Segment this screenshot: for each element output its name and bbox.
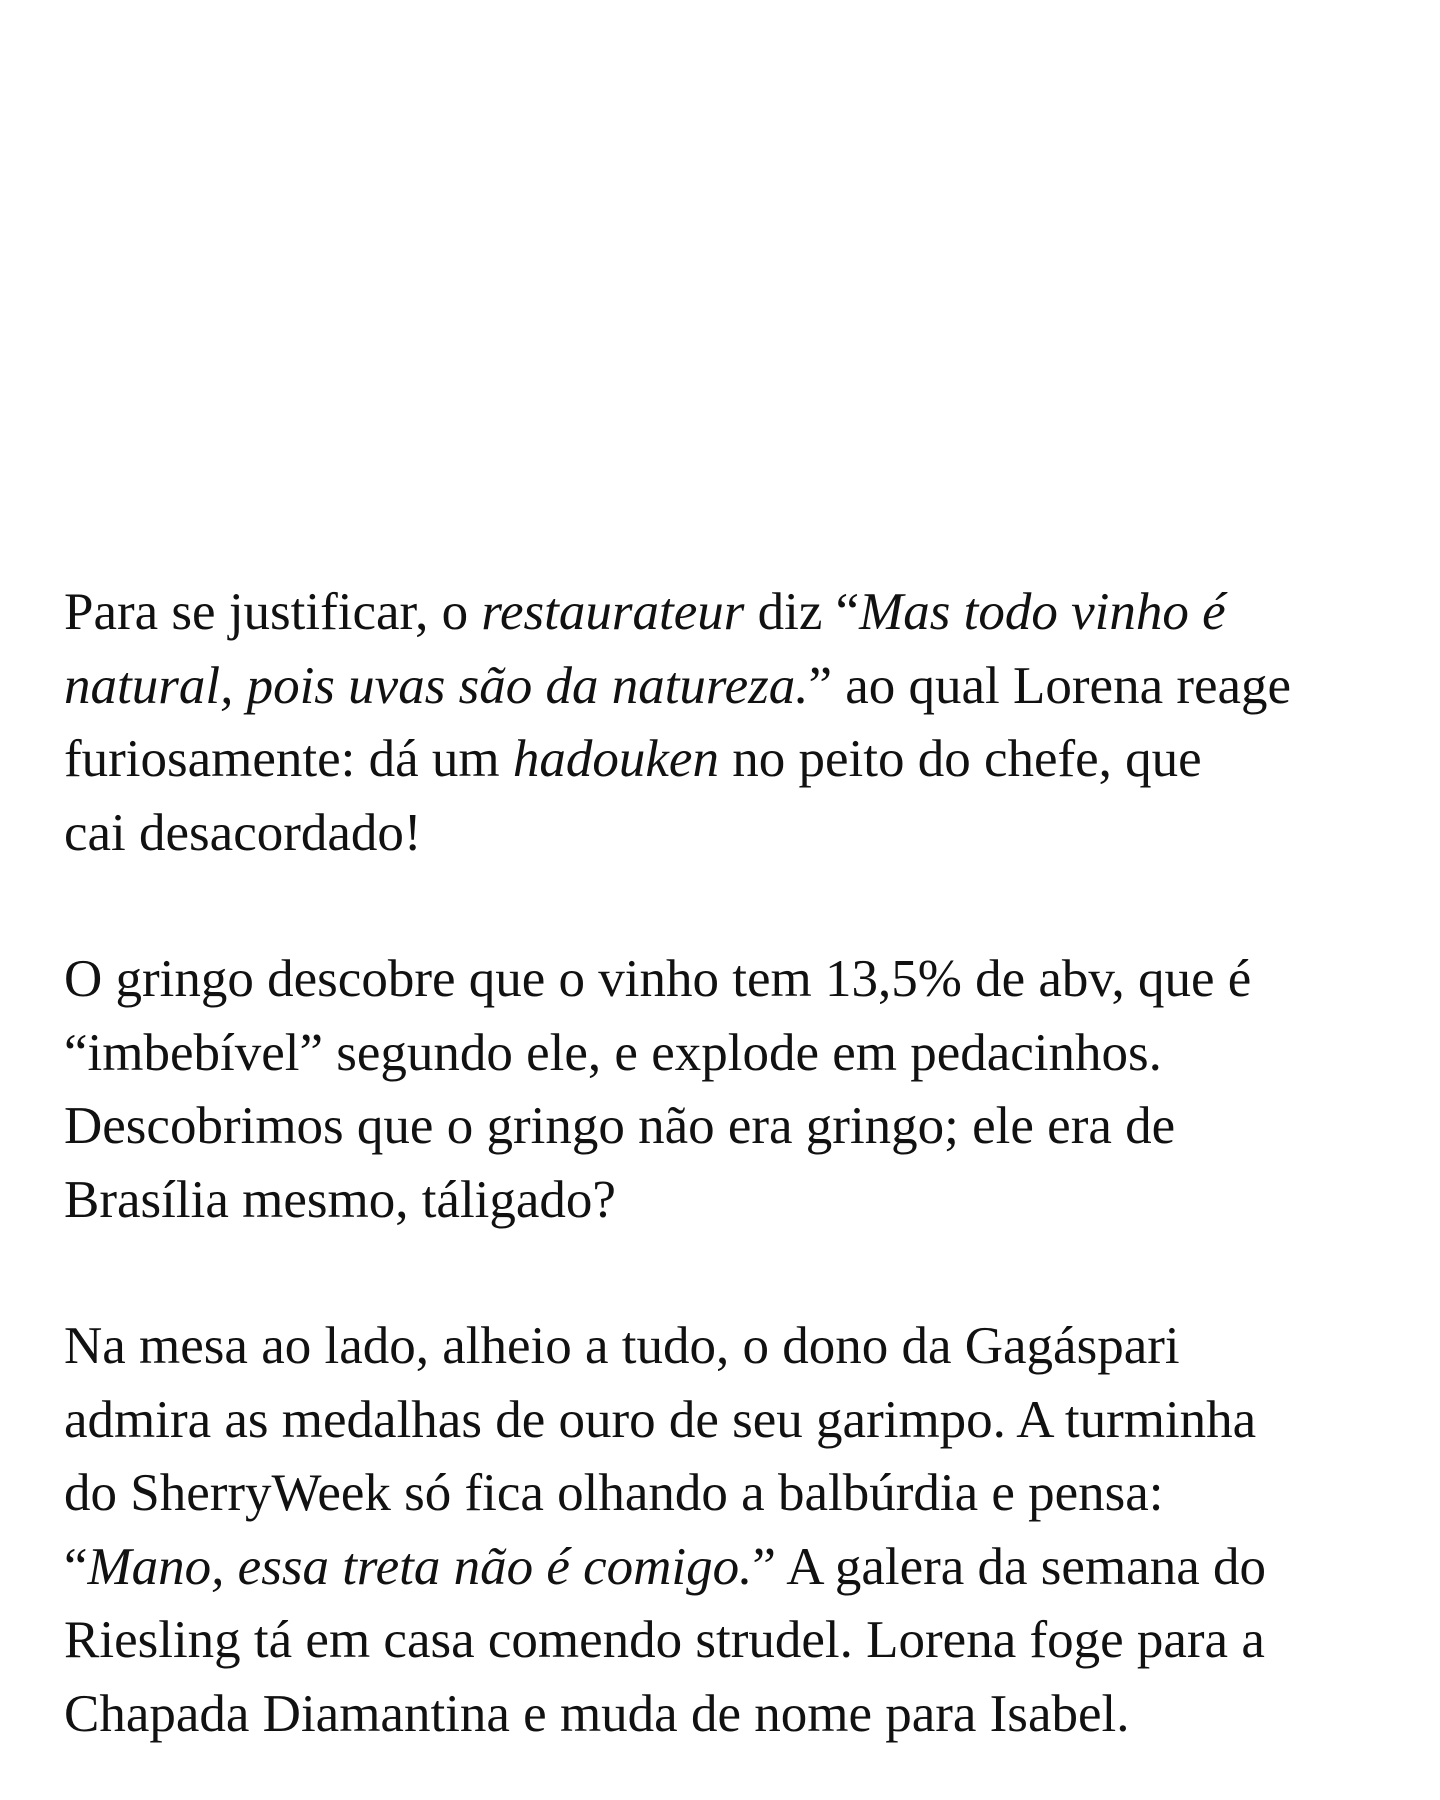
italic-run: hadouken <box>512 730 719 788</box>
italic-run: restaurateur <box>481 583 745 641</box>
paragraph-2 <box>64 943 1404 1237</box>
text-line <box>64 1678 1404 1752</box>
italic-run: Mas todo vinho é <box>859 583 1226 641</box>
text-run: O gringo descobre que o vinho tem 13,5% de abv, que é <box>64 950 1252 1008</box>
paragraph-1 <box>64 576 1404 870</box>
article-body <box>64 576 1404 1751</box>
text-run: Chapada Diamantina e muda de nome para Isabel. <box>64 1684 1130 1743</box>
text-line <box>64 723 1404 797</box>
text-run: no peito do chefe, que <box>718 730 1202 788</box>
italic-run: natural, pois uvas são da natureza. <box>64 656 809 715</box>
text-run: Na mesa ao lado, alheio a tudo, o dono da Gagáspari <box>64 1317 1180 1375</box>
text-run: ” A galera da semana do <box>752 1537 1266 1596</box>
text-line <box>64 1017 1404 1091</box>
text-line <box>64 1164 1404 1238</box>
text-run: Brasília mesmo, táligado? <box>64 1170 616 1229</box>
text-line <box>64 1310 1404 1384</box>
text-run: cai desacordado! <box>64 803 422 862</box>
text-run: “imbebível” segundo ele, e explode em pedacinhos. <box>64 1023 1162 1082</box>
text-line <box>64 650 1404 724</box>
text-run: furiosamente: dá um <box>64 730 513 788</box>
text-line <box>64 1457 1404 1531</box>
text-line <box>64 943 1404 1017</box>
text-line <box>64 797 1404 871</box>
text-run: “ <box>64 1537 88 1596</box>
text-line <box>64 576 1404 650</box>
italic-run: Mano, essa treta não é comigo. <box>87 1537 753 1596</box>
text-run: Descobrimos que o gringo não era gringo; ele era de <box>64 1097 1176 1155</box>
text-run: do SherryWeek só fica olhando a balbúrdia e pensa: <box>64 1464 1164 1522</box>
text-line <box>64 1531 1404 1605</box>
text-run: ” ao qual Lorena reage <box>808 656 1292 715</box>
text-line <box>64 1090 1404 1164</box>
text-run: diz “ <box>744 583 860 641</box>
paragraph-3 <box>64 1310 1404 1751</box>
text-line <box>64 1604 1404 1678</box>
text-run: admira as medalhas de ouro de seu garimpo. A turminha <box>64 1390 1257 1449</box>
text-line <box>64 1384 1404 1458</box>
text-run: Para se justificar, o <box>64 583 482 641</box>
text-run: Riesling tá em casa comendo strudel. Lorena foge para a <box>64 1611 1265 1669</box>
